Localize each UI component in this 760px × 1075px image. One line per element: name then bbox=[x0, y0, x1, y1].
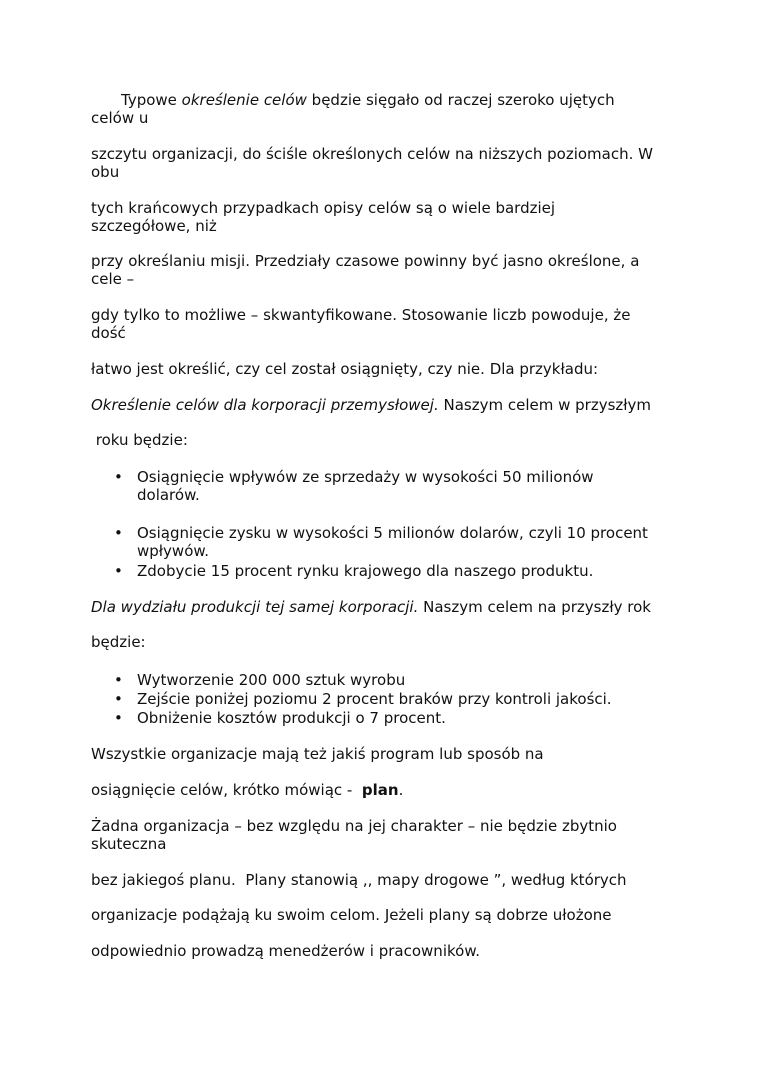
bullet-marker: • bbox=[114, 709, 123, 727]
paragraph-line bbox=[91, 781, 403, 799]
text-run: . bbox=[398, 781, 404, 799]
paragraph-line: szczytu organizacji, do ściśle określonych celów na niższych poziomach. W bbox=[91, 145, 653, 163]
list-item: Wytworzenie 200 000 sztuk wyrobu bbox=[137, 671, 406, 689]
paragraph-line bbox=[121, 91, 615, 109]
paragraph-line-wrap: skuteczna bbox=[91, 835, 167, 853]
paragraph-line: odpowiednio prowadzą menedżerów i pracowników. bbox=[91, 942, 480, 960]
bullet-marker: • bbox=[114, 671, 123, 689]
bullet-marker: • bbox=[114, 690, 123, 708]
text-run: Naszym celem na przyszły rok bbox=[418, 598, 651, 616]
list-item: Osiągnięcie zysku w wysokości 5 milionów dolarów, czyli 10 procent bbox=[137, 524, 648, 542]
paragraph-line: Żadna organizacja – bez względu na jej charakter – nie będzie zbytnio bbox=[91, 817, 617, 835]
text-run: Typowe bbox=[121, 91, 182, 109]
paragraph-line: bez jakiegoś planu. Plany stanowią ,, mapy drogowe ”, według których bbox=[91, 871, 627, 889]
paragraph-line: łatwo jest określić, czy cel został osiągnięty, czy nie. Dla przykładu: bbox=[91, 360, 599, 378]
bullet-marker: • bbox=[114, 468, 123, 486]
bold-term: plan bbox=[361, 781, 399, 799]
paragraph-line: Wszystkie organizacje mają też jakiś program lub sposób na bbox=[91, 745, 544, 763]
paragraph-line-wrap: dość bbox=[91, 324, 126, 342]
text-run: Naszym celem w przyszłym bbox=[438, 396, 652, 414]
list-item: Zejście poniżej poziomu 2 procent braków przy kontroli jakości. bbox=[137, 690, 612, 708]
paragraph-line-wrap: szczegółowe, niż bbox=[91, 217, 217, 235]
paragraph-line-wrap: obu bbox=[91, 163, 120, 181]
list-item: Obniżenie kosztów produkcji o 7 procent. bbox=[137, 709, 446, 727]
paragraph-line bbox=[91, 598, 651, 616]
paragraph-line: roku będzie: bbox=[91, 431, 188, 449]
paragraph-line: przy określaniu misji. Przedziały czasowe powinny być jasno określone, a bbox=[91, 252, 640, 270]
bullet-marker: • bbox=[114, 524, 123, 542]
text-run: osiągnięcie celów, krótko mówiąc - bbox=[91, 781, 362, 799]
list-item-wrap: dolarów. bbox=[137, 486, 200, 504]
italic-heading: Określenie celów dla korporacji przemysłowej. bbox=[91, 396, 439, 414]
paragraph-line: gdy tylko to możliwe – skwantyfikowane. Stosowanie liczb powoduje, że bbox=[91, 306, 631, 324]
paragraph-line bbox=[91, 396, 651, 414]
bullet-marker: • bbox=[114, 562, 123, 580]
italic-term: określenie celów bbox=[181, 91, 307, 109]
list-item: Osiągnięcie wpływów ze sprzedaży w wysokości 50 milionów bbox=[137, 468, 594, 486]
list-item: Zdobycie 15 procent rynku krajowego dla naszego produktu. bbox=[137, 562, 594, 580]
paragraph-line-wrap: cele – bbox=[91, 270, 135, 288]
text-run: będzie sięgało od raczej szeroko ujętych bbox=[306, 91, 615, 109]
italic-heading: Dla wydziału produkcji tej samej korporacji. bbox=[91, 598, 419, 616]
list-item-wrap: wpływów. bbox=[137, 542, 210, 560]
paragraph-line-wrap: celów u bbox=[91, 109, 149, 127]
paragraph-line: będzie: bbox=[91, 633, 146, 651]
paragraph-line: organizacje podążają ku swoim celom. Jeżeli plany są dobrze ułożone bbox=[91, 906, 612, 924]
paragraph-line: tych krańcowych przypadkach opisy celów są o wiele bardziej bbox=[91, 199, 556, 217]
